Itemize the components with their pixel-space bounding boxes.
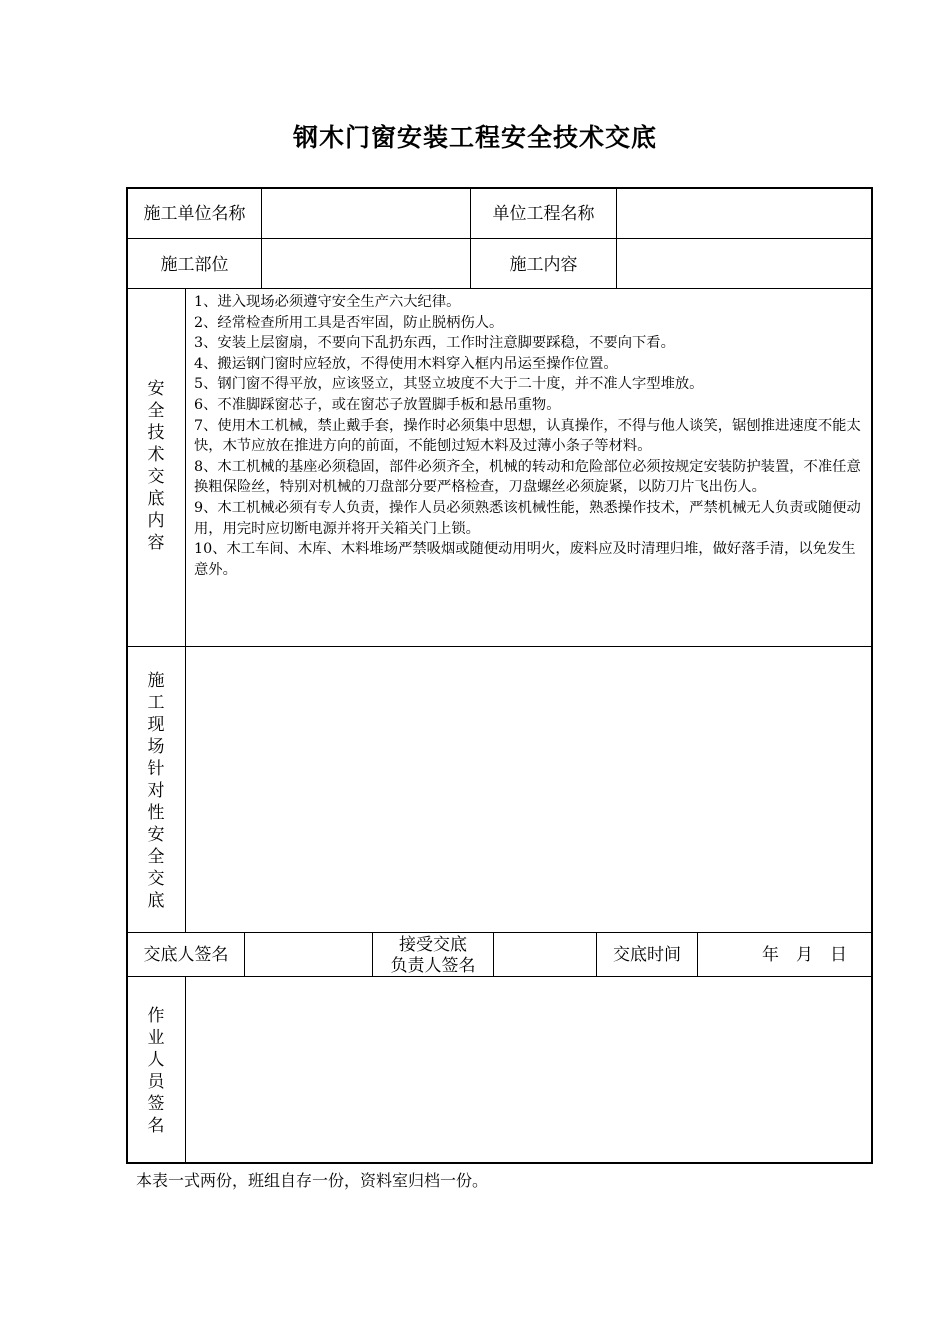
row-divider (126, 646, 873, 647)
site-specific-label: 施工现场针对性安全交底 (147, 671, 165, 911)
content-label: 施工内容 (509, 255, 578, 275)
list-item: 8、木工机械的基座必须稳固，部件必须齐全，机械的转动和危险部位必须按规定安装防护装置，不准任意换粗保险丝，特别对机械的刀盘部分要严格检查，刀盘螺丝必须旋紧，以防刀片飞出伤人。 (194, 458, 861, 496)
col-divider (616, 188, 617, 288)
row-divider (126, 976, 873, 977)
list-item: 1、进入现场必须遵守安全生产六大纪律。 (194, 294, 461, 310)
table-border-bottom (126, 1162, 873, 1164)
list-item: 10、木工车间、木库、木料堆场严禁吸烟或随便动用明火，废料应及时清理归堆，做好落手清，以免发生意外。 (194, 541, 856, 578)
col-divider (697, 932, 698, 976)
col-divider (185, 288, 186, 932)
footer-note: 本表一式两份，班组自存一份，资料室归档一份。 (136, 1171, 489, 1190)
date-field[interactable]: 年 月 日 (762, 945, 847, 965)
safety-items-list (194, 292, 866, 580)
receiver-label-line1: 接受交底 (399, 935, 467, 955)
row-divider (126, 288, 873, 289)
list-item: 3、安装上层窗扇，不要向下乱扔东西，工作时注意脚要踩稳，不要向下看。 (194, 335, 675, 352)
col-divider (244, 932, 245, 976)
time-label: 交底时间 (613, 945, 681, 965)
table-border-top (126, 187, 873, 189)
row-divider (126, 932, 873, 933)
list-item: 7、使用木工机械，禁止戴手套，操作时必须集中思想，认真操作，不得与他人谈笑，锯刨推进速度不能太快，木节应放在推进方向的前面，不能刨过短木料及过薄小条子等材料。 (194, 417, 861, 455)
list-item: 2、经常检查所用工具是否牢固，防止脱柄伤人。 (194, 314, 504, 331)
list-item: 9、木工机械必须有专人负责，操作人员必须熟悉该机械性能，熟悉操作技术，严禁机械无人负责或随便动用，用完时应切断电源并将开关箱关门上锁。 (194, 499, 861, 537)
unit-name-label: 施工单位名称 (143, 204, 246, 224)
table-border-left (126, 187, 128, 1164)
row-divider (126, 238, 873, 239)
list-item: 6、不准脚踩窗芯子，或在窗芯子放置脚手板和悬吊重物。 (194, 396, 561, 413)
page-title: 钢木门窗安装工程安全技术交底 (292, 123, 657, 152)
col-divider (185, 976, 186, 1163)
safety-section-label: 安全技术交底内容 (147, 379, 165, 553)
presenter-label: 交底人签名 (143, 945, 229, 965)
receiver-label-line2: 负责人签名 (390, 956, 476, 976)
list-item: 4、搬运钢门窗时应轻放，不得使用木料穿入框内吊运至操作位置。 (194, 355, 618, 372)
location-label: 施工部位 (160, 255, 229, 275)
col-divider (261, 188, 262, 288)
project-name-label: 单位工程名称 (492, 204, 595, 224)
workers-label: 作业人员签名 (147, 1006, 165, 1136)
col-divider (493, 932, 494, 976)
table-border-right (871, 187, 873, 1164)
list-item: 5、钢门窗不得平放，应该竖立，其竖立坡度不大于二十度，并不准人字型堆放。 (194, 376, 704, 393)
